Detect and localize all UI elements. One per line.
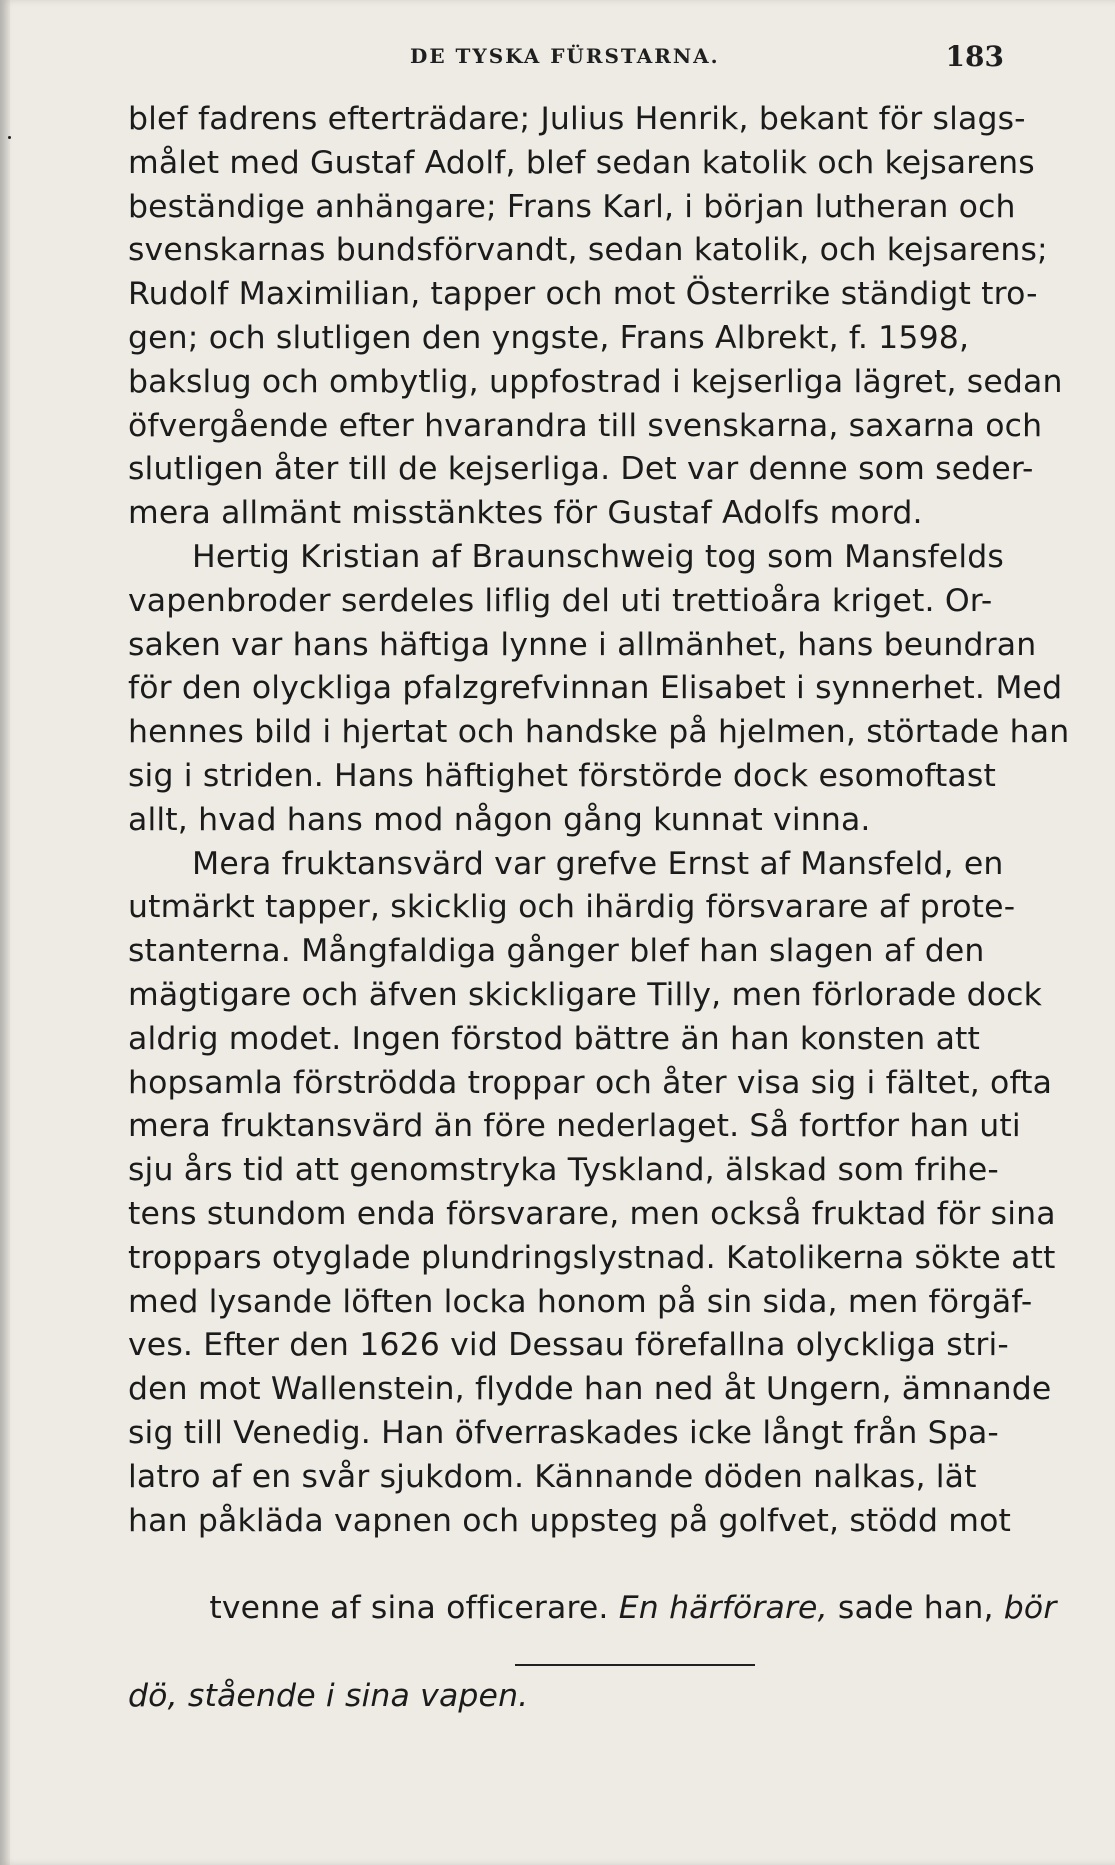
text-line: Rudolf Maximilian, tapper och mot Österrike ständigt tro- (128, 276, 1038, 313)
text-line: mera allmänt misstänktes för Gustaf Adolfs mord. (128, 495, 923, 532)
text-line: utmärkt tapper, skicklig och ihärdig försvarare af prote- (128, 889, 1016, 926)
text-line: målet med Gustaf Adolf, blef sedan katolik och kejsarens (128, 144, 1035, 181)
running-title: DE TYSKA FÜRSTARNA. (410, 44, 720, 68)
text-line: svenskarnas bundsförvandt, sedan katolik, och kejsarens; (128, 232, 1048, 269)
paragraph-3 (128, 843, 1057, 1719)
text-segment: tvenne af sina officerare. (209, 1590, 609, 1627)
text-line: han påkläda vapnen och uppsteg på golfvet, stödd mot (128, 1502, 1012, 1539)
text-line: beständige anhängare; Frans Karl, i början lutheran och (128, 188, 1016, 225)
text-line: allt, hvad hans mod någon gång kunnat vinna. (128, 801, 871, 838)
paragraph-1 (128, 98, 1063, 536)
text-line: med lysande löften locka honom på sin sida, men förgäf- (128, 1283, 1033, 1320)
text-line: öfvergående efter hvarandra till svenskarna, saxarna och (128, 407, 1043, 444)
running-header (410, 40, 1010, 80)
paragraph-2 (128, 536, 1070, 843)
text-line: aldrig modet. Ingen förstod bättre än han konsten att (128, 1020, 981, 1057)
text-line: latro af en svår sjukdom. Kännande döden nalkas, lät (128, 1458, 977, 1495)
page-number: 183 (945, 40, 1004, 73)
text-segment: sade han, (827, 1590, 1004, 1627)
text-line: blef fadrens efterträdare; Julius Henrik, bekant för slags- (128, 101, 1026, 137)
text-line: Mera fruktansvärd var grefve Ernst af Mansfeld, en (192, 845, 1004, 882)
italic-quote-end: dö, stående i sina vapen. (128, 1677, 529, 1714)
section-divider (515, 1664, 755, 1666)
text-line: saken var hans häftiga lynne i allmänhet, hans beundran (128, 626, 1037, 663)
text-line: hopsamla förströdda troppar och åter visa sig i fältet, ofta (128, 1064, 1053, 1101)
text-line: mägtigare och äfven skickligare Tilly, men förlorade dock (128, 976, 1043, 1013)
text-line: tens stundom enda försvarare, men också fruktad för sina (128, 1195, 1056, 1232)
italic-quote-word: bör (1003, 1590, 1057, 1627)
text-line: för den olyckliga pfalzgrefvinnan Elisabet i synnerhet. Med (128, 670, 1063, 707)
text-line: Hertig Kristian af Braunschweig tog som Mansfelds (192, 538, 1004, 575)
margin-mark (8, 136, 11, 139)
text-line: gen; och slutligen den yngste, Frans Albrekt, f. 1598, (128, 319, 970, 356)
text-line: troppars otyglade plundringslystnad. Katolikerna sökte att (128, 1239, 1056, 1276)
text-line: bakslug och ombytlig, uppfostrad i kejserliga lägret, sedan (128, 363, 1063, 400)
text-line-with-italic-quote (128, 1543, 1057, 1674)
text-line: sig till Venedig. Han öfverraskades icke långt från Spa- (128, 1414, 999, 1451)
text-line: stanterna. Mångfaldiga gånger blef han slagen af den (128, 933, 985, 970)
text-line: hennes bild i hjertat och handske på hjelmen, störtade han (128, 714, 1070, 751)
page-binding-shadow (0, 0, 10, 1865)
text-line: ves. Efter den 1626 vid Dessau förefallna olyckliga stri- (128, 1327, 1009, 1364)
text-line: den mot Wallenstein, flydde han ned åt Ungern, ämnande (128, 1371, 1052, 1408)
page-body (128, 98, 1070, 1718)
text-line: sig i striden. Hans häftighet förstörde dock esomoftast (128, 757, 996, 794)
text-line: slutligen åter till de kejserliga. Det var denne som seder- (128, 451, 1034, 488)
text-line: sju års tid att genomstryka Tyskland, älskad som frihe- (128, 1152, 999, 1189)
text-line: vapenbroder serdeles liflig del uti trettioåra kriget. Or- (128, 582, 993, 619)
italic-quote-start: En härförare, (618, 1590, 828, 1627)
text-line: mera fruktansvärd än före nederlaget. Så fortfor han uti (128, 1108, 1021, 1145)
